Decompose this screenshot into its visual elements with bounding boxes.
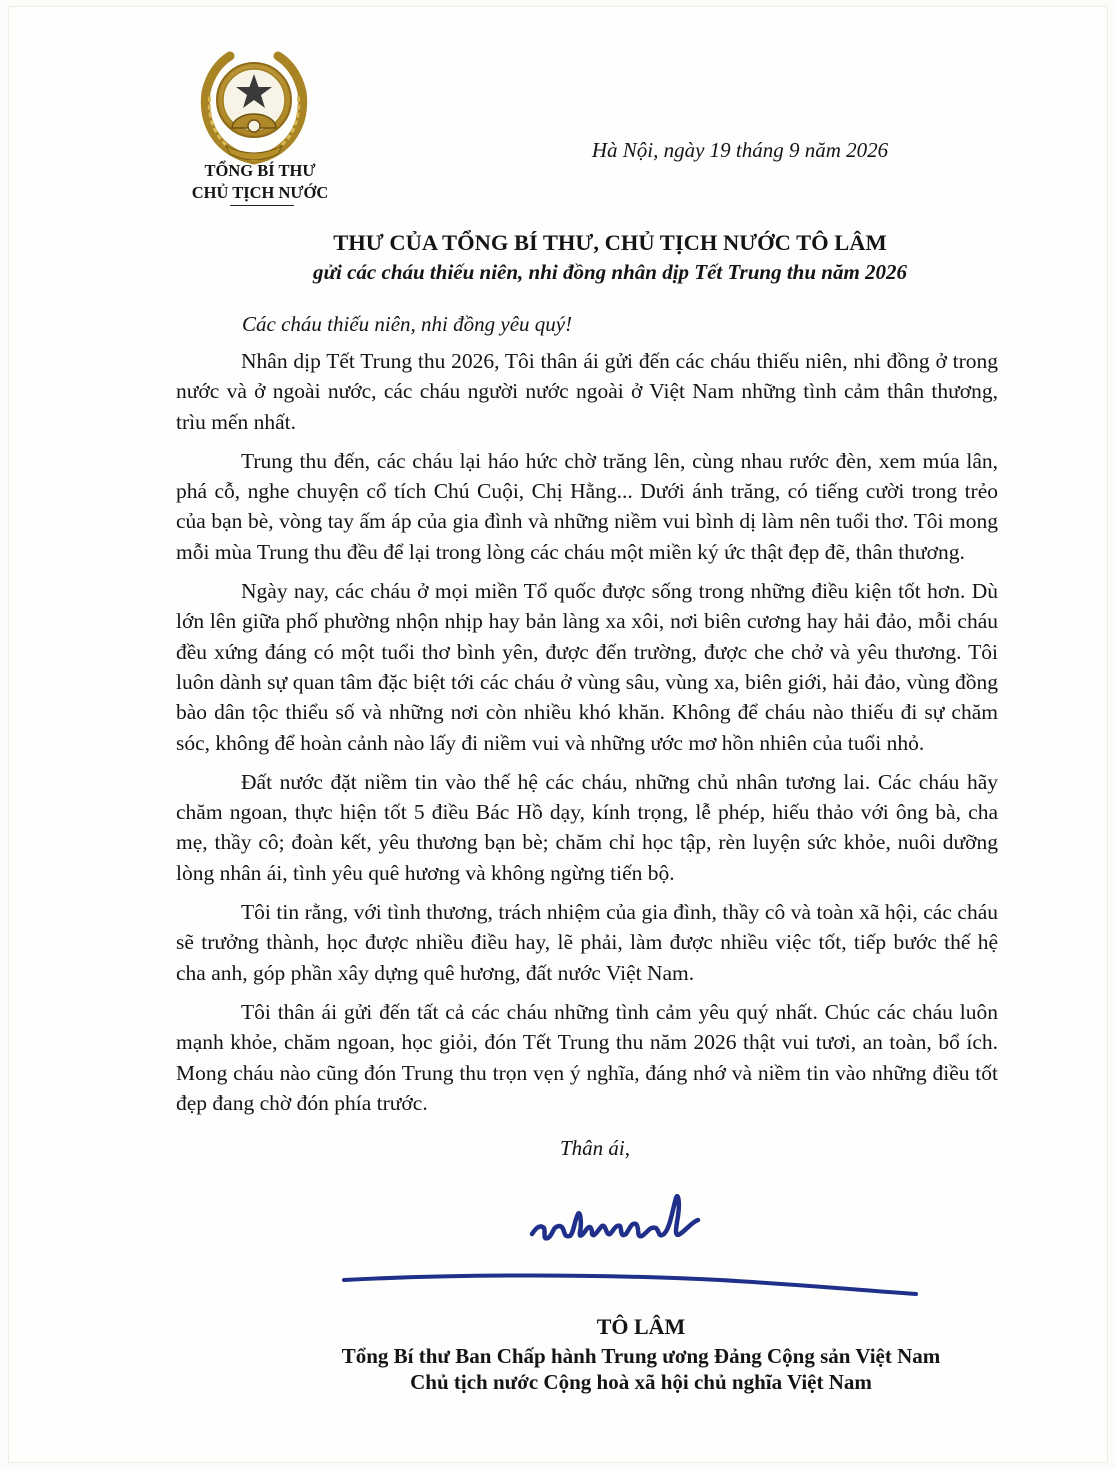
issuer-underline xyxy=(230,205,294,206)
signature-stroke xyxy=(340,1262,920,1302)
issuer-line1: TỔNG BÍ THƯ xyxy=(204,161,316,180)
body-paragraph: Tôi tin rằng, với tình thương, trách nhiệm của gia đình, thầy cô và toàn xã hội, các cháu sẽ trưởng thành, học được nhiều điều hay, lẽ phải, làm được nhiều việc tốt, tiếp bước thế hệ cha anh, góp phần xây dựng quê hương, đất nước Việt Nam. xyxy=(176,900,998,985)
handwritten-signature-icon xyxy=(522,1182,722,1260)
letter-body xyxy=(176,346,998,1127)
salutation: Các cháu thiếu niên, nhi đồng yêu quý! xyxy=(242,312,573,336)
body-paragraph: Trung thu đến, các cháu lại háo hức chờ trăng lên, cùng nhau rước đèn, xem múa lân, phá cỗ, nghe chuyện cổ tích Chú Cuội, Chị Hằng... Dưới ánh trăng, có tiếng cười trong trẻo của bạn bè, vòng tay ấm áp của gia đình và những niềm vui bình dị làm nên tuổi thơ. Tôi mong mỗi mùa Trung thu đều để lại trong lòng các cháu một miền ký ức thật đẹp đẽ, thân thương. xyxy=(176,448,998,564)
body-paragraph: Đất nước đặt niềm tin vào thế hệ các cháu, những chủ nhân tương lai. Các cháu hãy chăm ngoan, thực hiện tốt 5 điều Bác Hồ dạy, kính trọng, lễ phép, hiếu thảo với ông bà, cha mẹ, thầy cô; đoàn kết, yêu thương bạn bè; chăm chỉ học tập, rèn luyện sức khỏe, nuôi dưỡng lòng nhân ái, tình yêu quê hương và không ngừng tiến bộ. xyxy=(176,769,998,885)
issuer-block xyxy=(176,160,344,204)
body-paragraph: Ngày nay, các cháu ở mọi miền Tổ quốc được sống trong những điều kiện tốt hơn. Dù lớn lên giữa phố phường nhộn nhịp hay bản làng xa xôi, nơi biên cương hay hải đảo, mỗi cháu đều xứng đáng có một tuổi thơ bình yên, được đến trường, được che chở và yêu thương. Tôi luôn dành sự quan tâm đặc biệt tới các cháu ở vùng sâu, vùng xa, biên giới, hải đảo, vùng đồng bào dân tộc thiểu số và những nơi còn nhiều khó khăn. Không để cháu nào thiếu đi sự chăm sóc, không để hoàn cảnh nào lấy đi niềm vui và những ước mơ hồn nhiên của tuổi nhỏ. xyxy=(176,579,998,755)
signer-role-state: Chủ tịch nước Cộng hoà xã hội chủ nghĩa Việt Nam xyxy=(410,1370,872,1394)
signer-role-party: Tổng Bí thư Ban Chấp hành Trung ương Đảng Cộng sản Việt Nam xyxy=(341,1344,941,1368)
issuer-line2: CHỦ TỊCH NƯỚC xyxy=(191,183,329,202)
closing-phrase: Thân ái, xyxy=(560,1136,631,1160)
national-emblem-icon xyxy=(196,48,312,166)
letter-date: Hà Nội, ngày 19 tháng 9 năm 2026 xyxy=(591,138,889,162)
body-paragraph: Tôi thân ái gửi đến tất cả các cháu những tình cảm yêu quý nhất. Chúc các cháu luôn mạnh khỏe, chăm ngoan, học giỏi, đón Tết Trung thu năm 2026 thật vui tươi, an toàn, bổ ích. Mong cháu nào cũng đón Trung thu trọn vẹn ý nghĩa, đáng nhớ và niềm tin vào những điều tốt đẹp đang chờ đón phía trước. xyxy=(176,999,998,1115)
body-paragraph: Nhân dịp Tết Trung thu 2026, Tôi thân ái gửi đến các cháu thiếu niên, nhi đồng ở trong nước và ở ngoài nước, các cháu người nước ngoài ở Việt Nam những tình cảm thân thương, trìu mến nhất. xyxy=(176,349,998,434)
letter-subtitle: gửi các cháu thiếu niên, nhi đồng nhân dịp Tết Trung thu năm 2026 xyxy=(312,260,908,284)
signer-name: TÔ LÂM xyxy=(596,1314,686,1339)
letter-title: THƯ CỦA TỔNG BÍ THƯ, CHỦ TỊCH NƯỚC TÔ LÂM xyxy=(333,230,887,255)
